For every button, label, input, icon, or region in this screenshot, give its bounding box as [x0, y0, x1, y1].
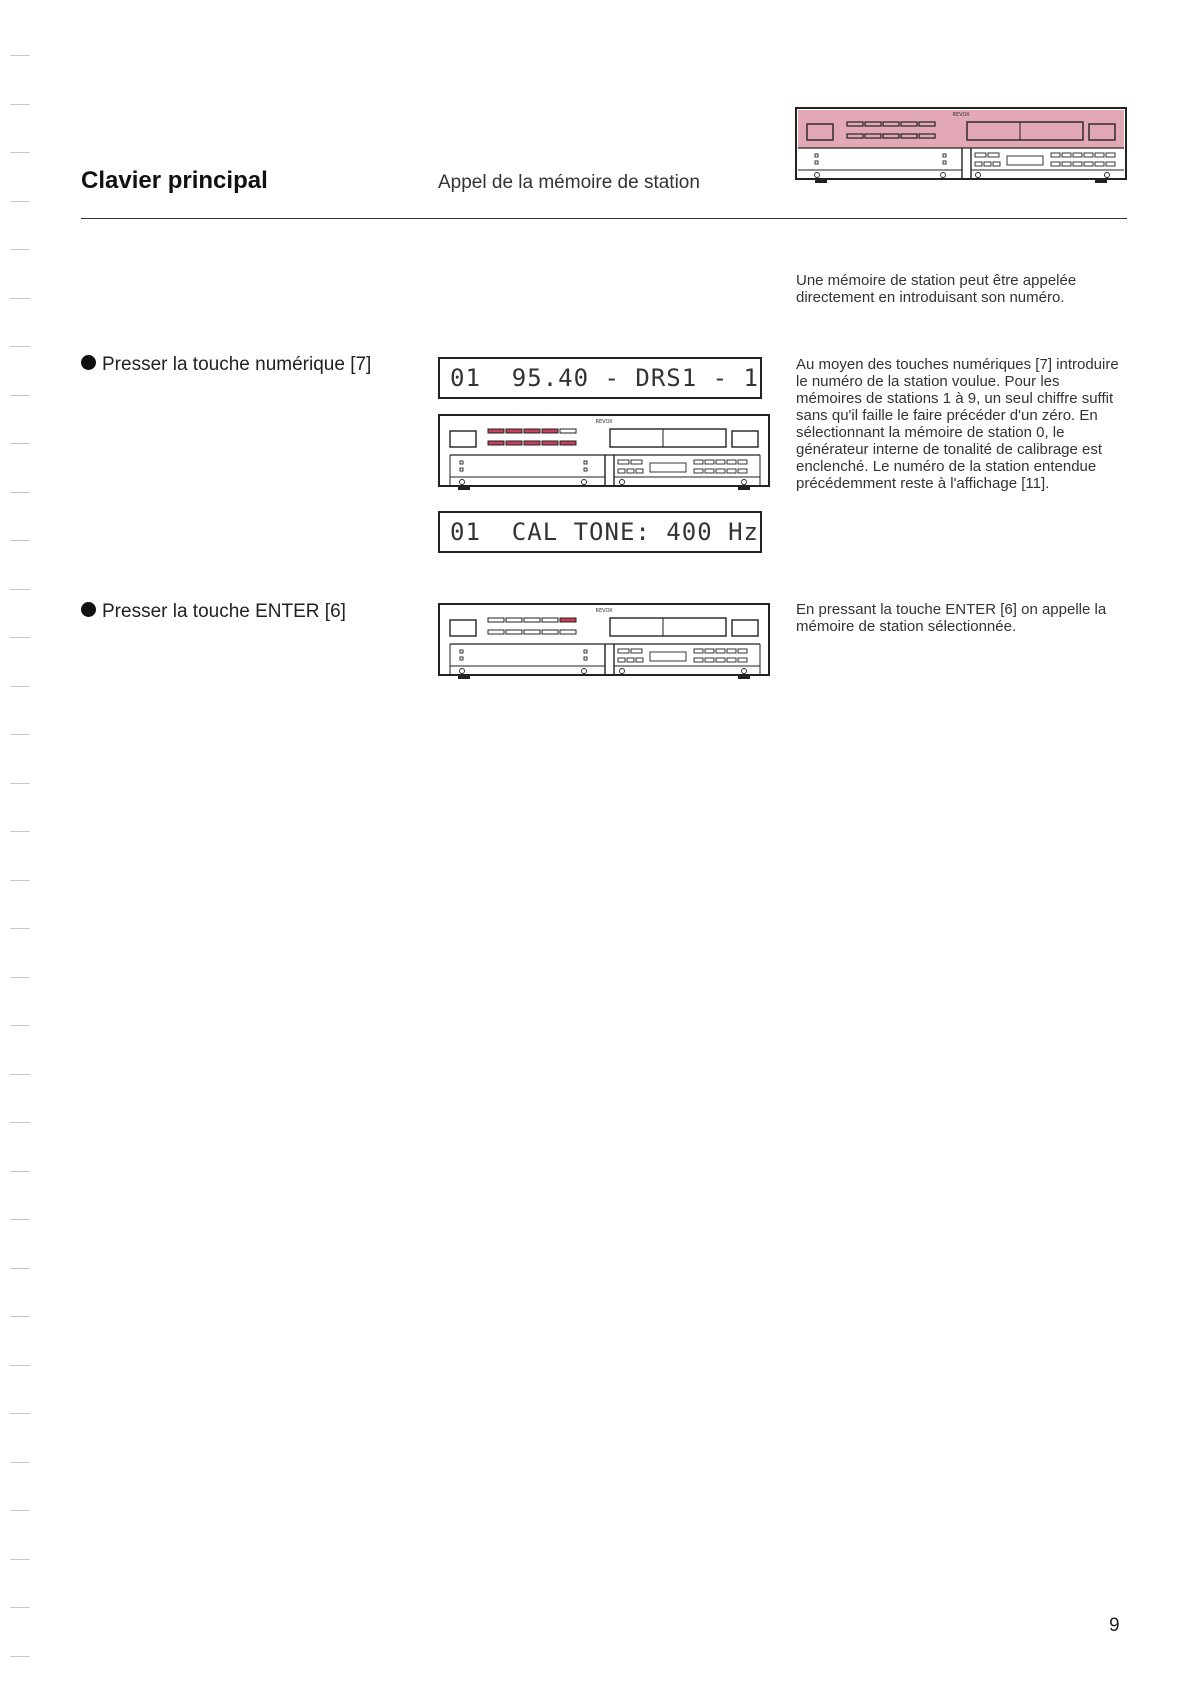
bullet-icon: [81, 602, 96, 617]
brand-label: REVOX: [952, 112, 970, 118]
margin-tick: [10, 1268, 30, 1269]
page-subtitle: Appel de la mémoire de station: [438, 172, 700, 193]
margin-tick: [10, 1122, 30, 1123]
margin-tick: [10, 104, 30, 105]
brand-label: REVOX: [595, 419, 613, 425]
margin-tick: [10, 492, 30, 493]
margin-tick: [10, 1219, 30, 1220]
lcd-display-station: [438, 357, 762, 399]
page-number: 9: [1109, 1615, 1120, 1636]
margin-tick: [10, 977, 30, 978]
margin-tick: [10, 1171, 30, 1172]
margin-tick: [10, 1025, 30, 1026]
margin-tick: [10, 1656, 30, 1657]
margin-ticks: [10, 55, 32, 1655]
margin-tick: [10, 1413, 30, 1414]
enter-key-highlighted: [560, 618, 576, 622]
step-1-label: Presser la touche numérique [7]: [102, 354, 372, 375]
margin-tick: [10, 1510, 30, 1511]
margin-tick: [10, 201, 30, 202]
margin-tick: [10, 1462, 30, 1463]
margin-tick: [10, 783, 30, 784]
margin-tick: [10, 298, 30, 299]
margin-tick: [10, 1607, 30, 1608]
margin-tick: [10, 395, 30, 396]
bullet-icon: [81, 355, 96, 370]
margin-tick: [10, 249, 30, 250]
step-2-description: En pressant la touche ENTER [6] on appelle la mémoire de station sélectionnée.: [796, 601, 1107, 635]
margin-tick: [10, 734, 30, 735]
margin-tick: [10, 152, 30, 153]
step-2-label: Presser la touche ENTER [6]: [102, 601, 346, 622]
section-title: Clavier principal: [81, 167, 268, 194]
margin-tick: [10, 880, 30, 881]
device-enter-key-illustration: [438, 601, 770, 687]
margin-tick: [10, 928, 30, 929]
lcd-text: 01 CAL TONE: 400 Hz: [450, 518, 759, 546]
header-device-illustration: [795, 107, 1127, 189]
margin-tick: [10, 637, 30, 638]
margin-tick: [10, 540, 30, 541]
margin-tick: [10, 55, 30, 56]
header-divider: [81, 218, 1127, 219]
margin-tick: [10, 589, 30, 590]
margin-tick: [10, 1074, 30, 1075]
device-numeric-keys-illustration: [438, 412, 770, 498]
lcd-text: 01 95.40 - DRS1 - 1: [450, 364, 759, 392]
margin-tick: [10, 686, 30, 687]
intro-paragraph: Une mémoire de station peut être appelée directement en introduisant son numéro.: [796, 272, 1077, 306]
brand-label: REVOX: [595, 608, 613, 614]
margin-tick: [10, 1316, 30, 1317]
margin-tick: [10, 1559, 30, 1560]
lcd-display-cal-tone: [438, 511, 762, 553]
margin-tick: [10, 346, 30, 347]
step-2-instruction: [81, 601, 346, 623]
margin-tick: [10, 831, 30, 832]
step-1-instruction: [81, 354, 371, 376]
step-1-description: Au moyen des touches numériques [7] introduire le numéro de la station voulue. Pour les mémoires de stations 1 à 9, un seul chiffre suffit sans qu'il faille le faire précéder d'un zéro. En sélectionnant la mémoire de station 0, le générateur interne de tonalité de calibrage est enclenché. Le numéro de la station entendue précédemment reste à l'affichage [11].: [796, 356, 1119, 492]
margin-tick: [10, 1365, 30, 1366]
margin-tick: [10, 443, 30, 444]
